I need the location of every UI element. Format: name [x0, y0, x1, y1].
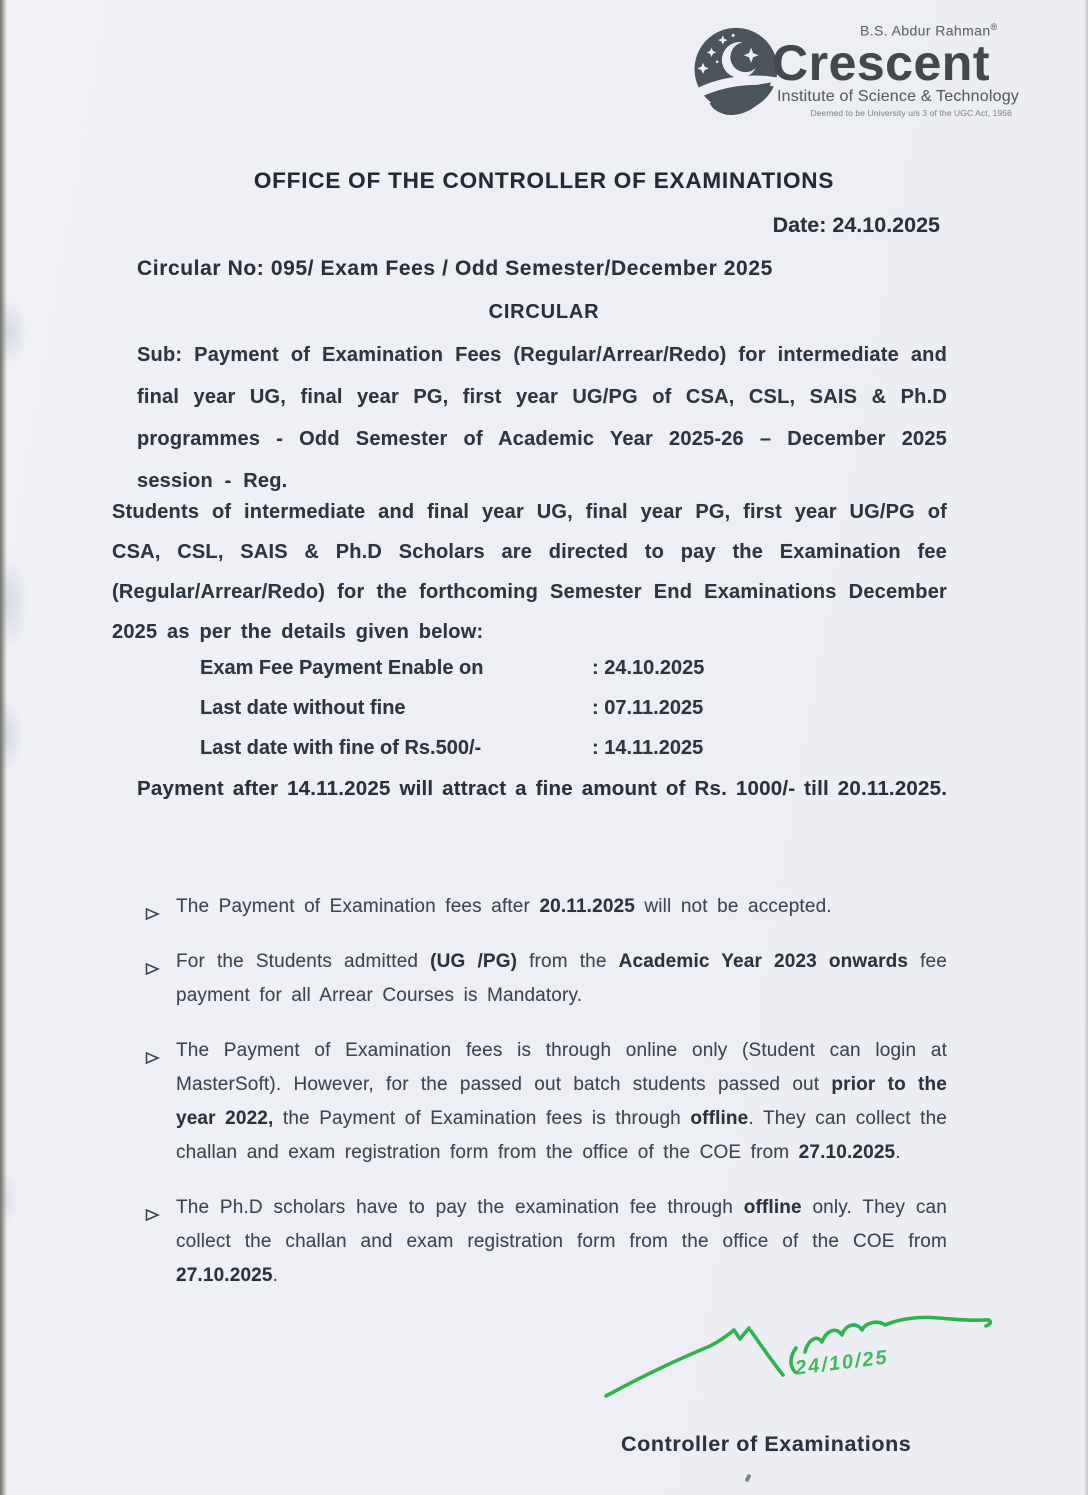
scan-smudge	[0, 700, 22, 770]
arrow-bullet-icon	[145, 1200, 160, 1234]
text-segment: . They can collect the challan and exam registration form from the office of the COE from	[176, 1108, 947, 1163]
date-line: Date: 24.10.2025	[772, 213, 940, 237]
text-segment: The Payment of Examination fees after	[176, 896, 540, 917]
logo-wordmark: Crescent	[772, 35, 990, 91]
intro-paragraph: Students of intermediate and final year UG, final year PG, first year UG/PG of CSA, CSL, SAIS & Ph.D Scholars are directed to pay the Examination fee (Regular/Arrear/Redo) for the forthcoming Semester End Examinations December 2025 as per the details given below:	[112, 501, 947, 643]
fee-value: : 24.10.2025	[592, 657, 705, 679]
list-item	[145, 1034, 947, 1170]
logo-deemed-line: Deemed to be University u/s 3 of the UGC Act, 1956	[810, 108, 1012, 118]
text-segment: only. They can collect the challan and exam registration form from the office of the COE from	[176, 1197, 947, 1252]
signature-date: 24/10/25	[793, 1346, 890, 1380]
list-item	[145, 945, 947, 1013]
bold-text-segment: offline	[690, 1108, 749, 1129]
circular-number-line: Circular No: 095/ Exam Fees / Odd Semester/December 2025	[137, 257, 773, 280]
text-segment: .	[895, 1142, 901, 1163]
arrow-bullet-icon	[145, 899, 160, 933]
arrow-bullet-icon	[145, 954, 160, 988]
fee-value: : 07.11.2025	[592, 697, 704, 719]
list-item	[145, 1191, 947, 1293]
fee-label: Last date with fine of Rs.500/-	[200, 737, 482, 759]
bold-text-segment: 27.10.2025	[176, 1265, 273, 1286]
text-segment: The Ph.D scholars have to pay the examination fee through	[176, 1197, 744, 1218]
fee-label: Exam Fee Payment Enable on	[200, 657, 484, 679]
text-segment: the Payment of Examination fees is through	[273, 1108, 691, 1129]
bold-text-segment: 20.11.2025	[539, 896, 635, 917]
fee-row	[200, 648, 704, 688]
logo-subtitle: Institute of Science & Technology	[777, 88, 1020, 105]
text-segment: The Payment of Examination fees is through online only (Student can login at MasterSoft). However, for the passed out batch students passed out	[176, 1040, 947, 1095]
text-segment: For the Students admitted	[176, 951, 431, 972]
text-segment: fee payment for all Arrear Courses is Mandatory.	[176, 951, 947, 1006]
bold-text-segment: Academic Year 2023 onwards	[618, 951, 909, 972]
list-item	[145, 890, 947, 924]
scan-speck	[744, 1474, 751, 1483]
bold-text-segment: 27.10.2025	[798, 1142, 896, 1163]
circular-heading: CIRCULAR	[488, 301, 600, 323]
registered-mark: ®	[990, 22, 998, 32]
scan-smudge	[0, 555, 28, 650]
fee-schedule	[200, 648, 704, 768]
text-segment: from the	[517, 951, 619, 972]
scan-smudge	[0, 1170, 18, 1226]
fee-row	[200, 688, 704, 728]
fee-row	[200, 728, 704, 768]
fine-note-paragraph: Payment after 14.11.2025 will attract a fine amount of Rs. 1000/- till 20.11.2025.	[137, 777, 948, 800]
signatory-title: Controller of Examinations	[621, 1432, 912, 1456]
fee-label: Last date without fine	[200, 697, 406, 719]
subject-paragraph: Sub: Payment of Examination Fees (Regular/Arrear/Redo) for intermediate and final year UG, final year PG, first year UG/PG of CSA, CSL, SAIS & Ph.D programmes - Odd Semester of Academic Year 2025-26 – December 2025 session - Reg.	[137, 344, 947, 492]
bold-text-segment: offline	[743, 1197, 802, 1218]
fee-value: : 14.11.2025	[592, 737, 704, 759]
logo-owner-text: B.S. Abdur Rahman	[860, 22, 991, 39]
scan-edge-right	[1084, 0, 1088, 1495]
arrow-bullet-icon	[145, 1043, 160, 1077]
text-segment: .	[272, 1265, 279, 1286]
text-segment: will not be accepted.	[634, 896, 832, 917]
bold-text-segment: (UG /PG)	[430, 951, 518, 972]
document-title: OFFICE OF THE CONTROLLER OF EXAMINATIONS	[253, 168, 835, 193]
bold-text-segment: prior to the year 2022,	[176, 1074, 947, 1129]
notes-list	[145, 890, 947, 1314]
